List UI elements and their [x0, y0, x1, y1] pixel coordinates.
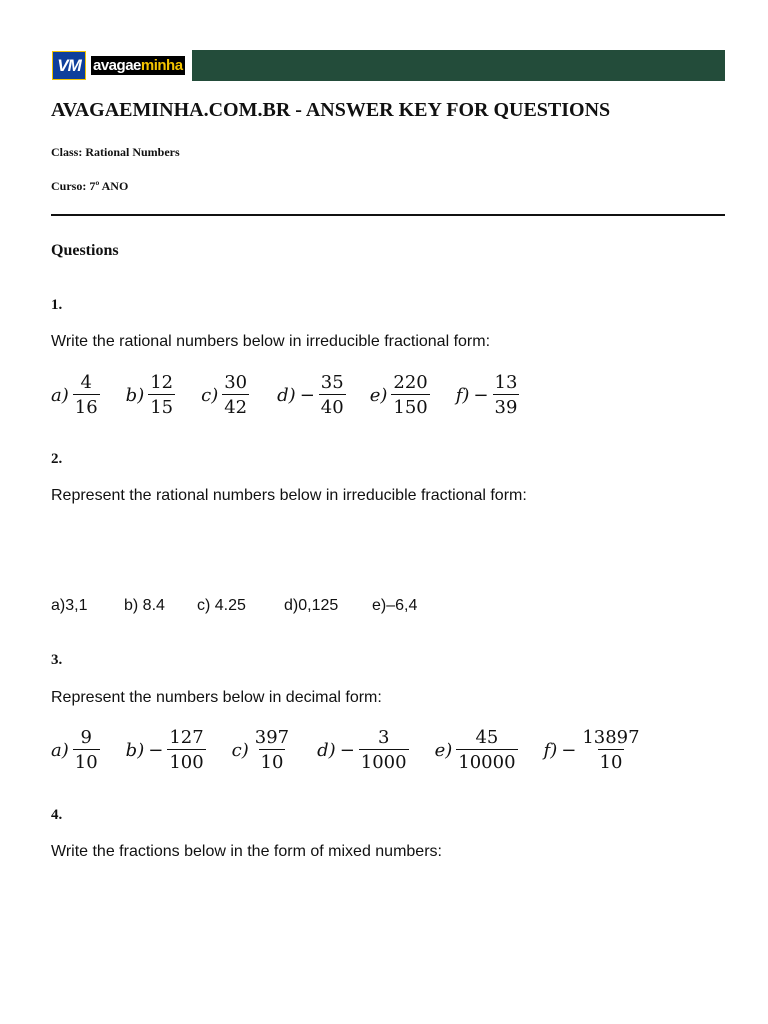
question-2-item: d)0,125: [284, 597, 339, 614]
logo-word-part-2: minha: [140, 57, 183, 74]
numerator: 9: [80, 727, 92, 748]
fraction: [148, 372, 175, 418]
fraction: [493, 372, 520, 418]
minus-sign: −: [299, 384, 315, 406]
question-1-number: 1.: [51, 297, 63, 313]
class-line: Class: Rational Numbers: [51, 145, 180, 159]
fraction-item: [370, 372, 430, 418]
minus-sign: −: [148, 739, 164, 761]
fraction-item: [201, 372, 249, 418]
item-label: a): [51, 384, 69, 406]
question-4-text: Write the fractions below in the form of mixed numbers:: [51, 843, 442, 860]
fraction-item: [544, 727, 642, 773]
logo-word-part-1: avagae: [93, 57, 141, 74]
question-2-item: b) 8.4: [124, 597, 165, 614]
question-2-number: 2.: [51, 451, 63, 467]
question-2-text: Represent the rational numbers below in irreducible fractional form:: [51, 487, 527, 504]
numerator: 220: [393, 372, 428, 393]
item-label: a): [51, 739, 69, 761]
fraction: [222, 372, 249, 418]
question-1-fractions: [51, 369, 519, 421]
fraction: [73, 372, 100, 418]
fraction-item: [317, 727, 408, 773]
denominator: 100: [167, 749, 205, 773]
fraction: [359, 727, 409, 773]
divider: [51, 214, 725, 216]
item-label: f): [543, 739, 558, 761]
numerator: 13: [494, 372, 518, 393]
numerator: 30: [224, 372, 248, 393]
denominator: 40: [319, 394, 346, 418]
numerator: 12: [150, 372, 174, 393]
section-heading: Questions: [51, 242, 119, 259]
minus-sign: −: [339, 739, 355, 761]
page-title: AVAGAEMINHA.COM.BR - ANSWER KEY FOR QUESTIONS: [51, 99, 611, 121]
item-label: e): [369, 384, 388, 406]
fraction-item: [277, 372, 346, 418]
question-2-items: [51, 597, 417, 615]
question-3-number: 3.: [51, 652, 63, 668]
fraction-item: [126, 727, 206, 773]
item-label: b): [125, 384, 145, 406]
item-label: d): [277, 384, 296, 406]
fraction: [391, 372, 429, 418]
item-label: e): [434, 739, 453, 761]
fraction: [253, 727, 291, 773]
fraction-item: [126, 372, 175, 418]
question-1-text: Write the rational numbers below in irreducible fractional form:: [51, 333, 491, 350]
fraction: [167, 727, 205, 773]
denominator: 10000: [456, 749, 517, 773]
denominator: 150: [391, 394, 429, 418]
fraction: [456, 727, 517, 773]
denominator: 10: [73, 749, 100, 773]
fraction: [580, 727, 641, 773]
fraction-item: [456, 372, 520, 418]
question-2-item: c) 4.25: [197, 597, 246, 614]
site-logo[interactable]: [51, 50, 192, 81]
numerator: 13897: [582, 727, 640, 748]
header-bar: [51, 50, 725, 81]
minus-sign: −: [473, 384, 489, 406]
denominator: 39: [493, 394, 520, 418]
fraction-item: [232, 727, 291, 773]
numerator: 3: [377, 727, 390, 748]
question-2-item: e)–6,4: [372, 597, 418, 614]
logo-mark: VM: [52, 51, 86, 80]
fraction: [319, 372, 346, 418]
fraction: [73, 727, 100, 773]
fraction-item: [435, 727, 518, 773]
minus-sign: −: [561, 739, 577, 761]
course-line: Curso: 7º ANO: [51, 179, 129, 193]
item-label: b): [125, 739, 145, 761]
fraction-item: [51, 727, 100, 773]
fraction-item: [51, 372, 100, 418]
denominator: 1000: [359, 749, 409, 773]
item-label: d): [317, 739, 336, 761]
denominator: 10: [259, 749, 286, 773]
numerator: 45: [475, 727, 499, 748]
logo-wordmark: [91, 56, 185, 75]
denominator: 42: [222, 394, 249, 418]
question-2-item: a)3,1: [51, 597, 88, 614]
question-4-number: 4.: [51, 807, 63, 823]
numerator: 35: [320, 372, 344, 393]
numerator: 397: [254, 727, 290, 748]
denominator: 10: [598, 749, 625, 773]
numerator: 4: [80, 372, 92, 393]
question-3-fractions: [51, 724, 642, 776]
item-label: f): [455, 384, 470, 406]
denominator: 15: [148, 394, 175, 418]
question-3-text: Represent the numbers below in decimal form:: [51, 689, 382, 706]
numerator: 127: [169, 727, 204, 748]
item-label: c): [231, 739, 249, 761]
denominator: 16: [73, 394, 100, 418]
item-label: c): [201, 384, 219, 406]
